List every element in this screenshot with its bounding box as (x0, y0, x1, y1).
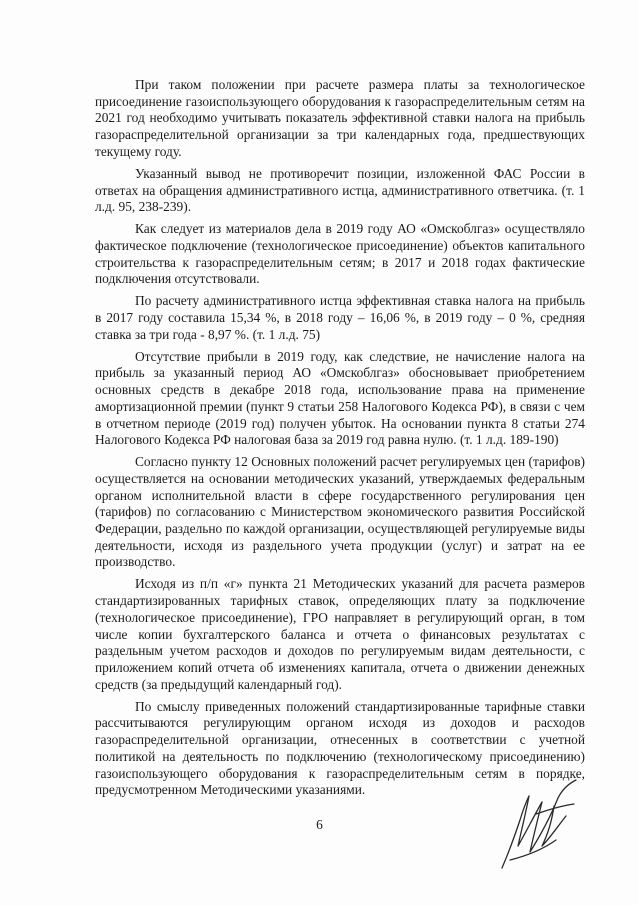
paragraph-5: Отсутствие прибыли в 2019 году, как следствие, не начисление налога на прибыль за указанный период АО «Омскоблгаз» обосновывает приобретением основных средств в декабре 2018 года, использование права на применение амортизационной премии (пункт 9 статьи 258 Налогового Кодекса РФ), в связи с чем в отчетном периоде (2019 год) получен убыток. На основании пункта 8 статьи 274 Налогового Кодекса РФ налоговая база за 2019 год равна нулю. (т. 1 л.д. 189-190) (95, 348, 585, 448)
paragraph-7: Исходя из п/п «г» пункта 21 Методических указаний для расчета размеров стандартизированных тарифных ставок, определяющих плату за подключение (технологическое присоединение), ГРО направляет в регулирующий орган, в том числе копии бухгалтерского баланса и отчета о финансовых результатах с раздельным учетом расходов и доходов по регулируемым видам деятельности, с приложением копий отчета об изменениях капитала, отчета о движении денежных средств (за предыдущий календарный год). (95, 576, 585, 692)
paragraph-8: По смыслу приведенных положений стандартизированные тарифные ставки рассчитываются регулирующим органом исходя из доходов и расходов газораспределительной организации, отнесенных в соответствии с учетной политикой на деятельность по подключению (технологическому присоединению) газоиспользующего оборудования к газораспределительным сетям в порядке, предусмотренном Методическими указаниями. (95, 698, 585, 798)
paragraph-4: По расчету административного истца эффективная ставка налога на прибыль в 2017 году составила 15,34 %, в 2018 году – 16,06 %, в 2019 году – 0 %, средняя ставка за три года - 8,97 %. (т. 1 л.д. 75) (95, 293, 585, 342)
paragraph-6: Согласно пункту 12 Основных положений расчет регулируемых цен (тарифов) осуществляется на основании методических указаний, утверждаемых федеральным органом исполнительной власти в сфере государственного регулирования цен (тарифов) по согласованию с Министерством экономического развития Российской Федерации, раздельно по каждой организации, осуществляющей регулируемые виды деятельности, исходя из раздельного учета продукции (услуг) и затрат на ее производство. (95, 454, 585, 570)
signature-icon (496, 776, 584, 872)
document-body (95, 77, 585, 804)
paragraph-2: Указанный вывод не противоречит позиции, изложенной ФАС России в ответах на обращения административного истца, административного ответчика. (т. 1 л.д. 95, 238-239). (95, 165, 585, 215)
paragraph-1: При таком положении при расчете размера платы за технологическое присоединение газоиспользующего оборудования к газораспределительным сетям на 2021 год необходимо учитывать показатель эффективной ставки налога на прибыль газораспределительной организации за три календарных года, предшествующих текущему году. (95, 77, 585, 159)
paragraph-3: Как следует из материалов дела в 2019 году АО «Омскоблгаз» осуществляло фактическое подключение (технологическое присоединение) объектов капитального строительства к газораспределительным сетям; в 2017 и 2018 годах фактические подключения отсутствовали. (95, 221, 585, 287)
page-number: 6 (316, 817, 323, 832)
